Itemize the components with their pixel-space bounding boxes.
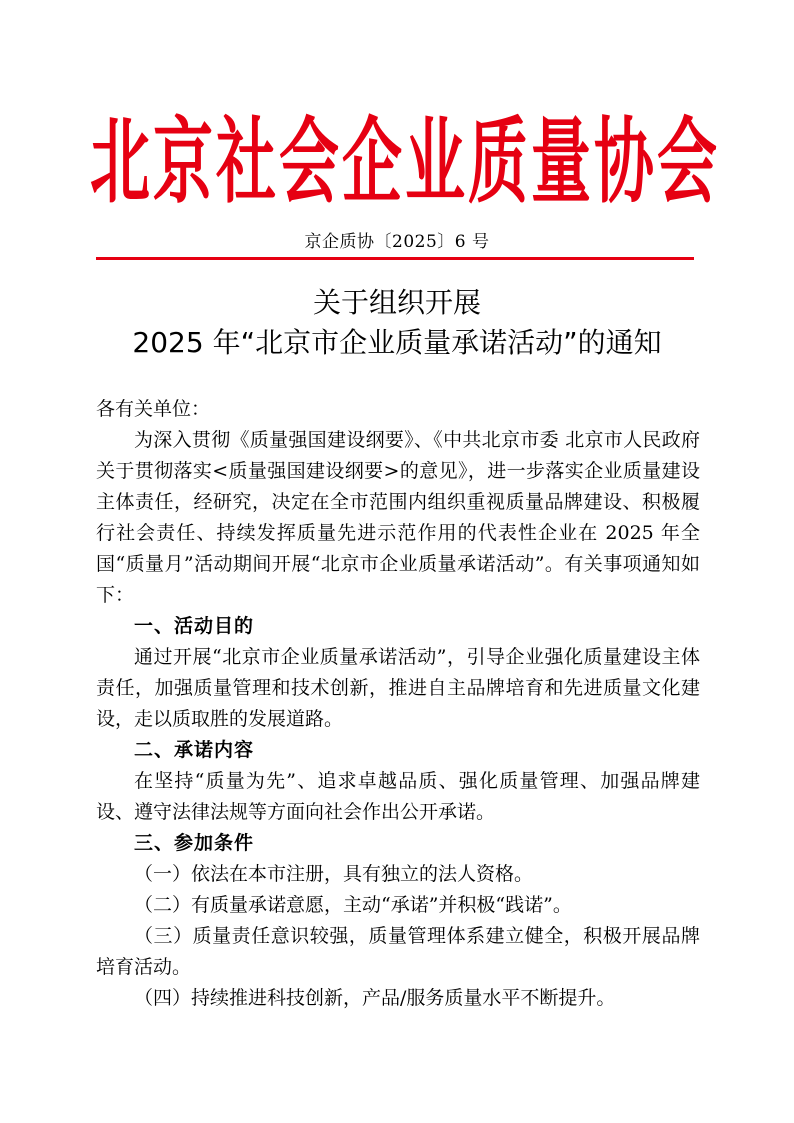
salutation: 各有关单位： xyxy=(96,398,211,420)
section-heading-purpose: 一、活动目的 xyxy=(134,615,255,637)
section-heading-conditions: 三、参加条件 xyxy=(134,832,255,854)
section-paragraph: 在坚持“质量为先”、追求卓越品质、强化质量管理、加强品牌建设、遵守法律法规等方面向社会作出公开承诺。 xyxy=(96,770,700,823)
notice-title-line-1: 关于组织开展 xyxy=(312,286,481,319)
section-heading-commitment: 二、承诺内容 xyxy=(134,739,255,761)
condition-item: （三）质量责任意识较强，质量管理体系建立健全，积极开展品牌培育活动。 xyxy=(96,925,700,978)
condition-item: （一）依法在本市注册，具有独立的法人资格。 xyxy=(134,863,534,885)
document-number: 京企质协〔2025〕6 号 xyxy=(304,232,490,252)
org-letterhead-title: 北京社会企业质量协会 xyxy=(90,108,720,218)
notice-body xyxy=(96,394,700,1014)
intro-paragraph: 为深入贯彻《质量强国建设纲要》、《中共北京市委 北京市人民政府关于贯彻落实<质量强国建设纲要>的意见》，进一步落实企业质量建设主体责任，经研究，决定在全市范围内组织重视质量品牌建设、积极履行社会责任、持续发挥质量先进示范作用的代表性企业在 2025 年全国“质量月”活动期间开展“北京市企业质量承诺活动”。有关事项通知如下： xyxy=(96,429,700,606)
condition-item: （二）有质量承诺意愿，主动“承诺”并积极“践诺”。 xyxy=(134,894,572,916)
notice-title xyxy=(0,283,794,363)
letterhead-divider xyxy=(96,257,694,260)
notice-title-line-2: 2025 年“北京市企业质量承诺活动”的通知 xyxy=(132,326,662,359)
condition-item: （四）持续推进科技创新，产品/服务质量水平不断提升。 xyxy=(134,987,616,1009)
section-paragraph: 通过开展“北京市企业质量承诺活动”，引导企业强化质量建设主体责任，加强质量管理和技术创新，推进自主品牌培育和先进质量文化建设，走以质取胜的发展道路。 xyxy=(96,646,700,730)
